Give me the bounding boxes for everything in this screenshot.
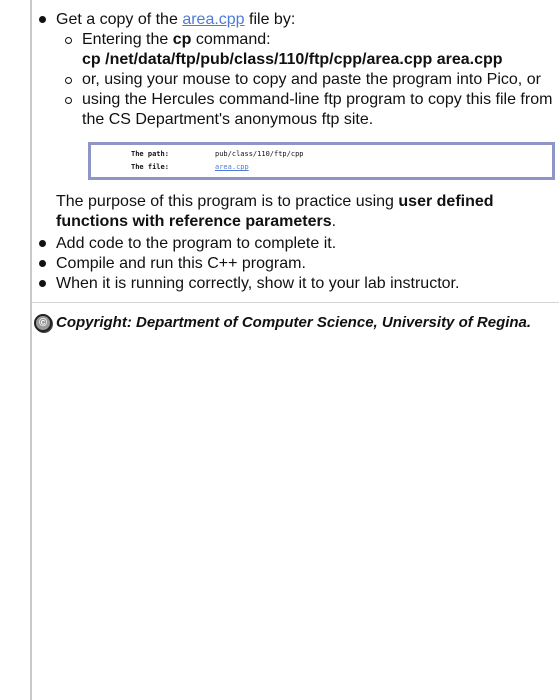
- cp-command-line: cp /net/data/ftp/pub/class/110/ftp/cpp/area.cpp area.cpp: [82, 51, 503, 68]
- divider: [32, 302, 559, 303]
- list-item-get-copy: [32, 10, 559, 130]
- entering-text: Entering the: [82, 31, 169, 48]
- lab-instructions: [32, 0, 559, 333]
- task-list: [32, 234, 559, 294]
- purpose-text: The purpose of this program is to practice using: [56, 193, 394, 210]
- file-label: The file:: [131, 163, 169, 171]
- hercules-text: using the Hercules command-line ftp program to copy this file from the CS Department's anonymous ftp site.: [82, 91, 553, 128]
- list-item-hercules: [56, 90, 559, 130]
- command-suffix: command:: [195, 31, 271, 48]
- purpose-bold-text: user defined functions with reference parameters: [56, 193, 494, 230]
- purpose-paragraph: [32, 192, 559, 232]
- copyright-notice: [32, 313, 559, 333]
- mouse-copy-text: or, using your mouse to copy and paste the program into Pico, or: [82, 71, 541, 88]
- copyright-text: Copyright: Department of Computer Science, University of Regina.: [56, 314, 532, 331]
- path-row: [131, 149, 304, 160]
- list-item: Compile and run this C++ program.: [32, 254, 559, 274]
- copy-methods-list: [56, 30, 559, 130]
- path-label: The path:: [131, 150, 169, 158]
- file-link[interactable]: area.cpp: [215, 163, 249, 171]
- path-value: pub/class/110/ftp/cpp: [215, 150, 304, 158]
- list-item: Add code to the program to complete it.: [32, 234, 559, 254]
- cp-command-word: cp: [172, 31, 192, 48]
- list-item: When it is running correctly, show it to your lab instructor.: [32, 274, 559, 294]
- copyright-icon: ©: [34, 314, 52, 332]
- area-cpp-link[interactable]: area.cpp: [182, 11, 245, 28]
- file-row: [131, 162, 249, 173]
- list-item-mouse-copy: [56, 70, 559, 90]
- step-list: [32, 10, 559, 130]
- get-copy-suffix: file by:: [249, 11, 296, 28]
- get-copy-text: Get a copy of the: [56, 11, 178, 28]
- list-item-entering-cp: [56, 30, 559, 70]
- ftp-path-box: [88, 142, 555, 180]
- purpose-suffix: .: [331, 213, 337, 230]
